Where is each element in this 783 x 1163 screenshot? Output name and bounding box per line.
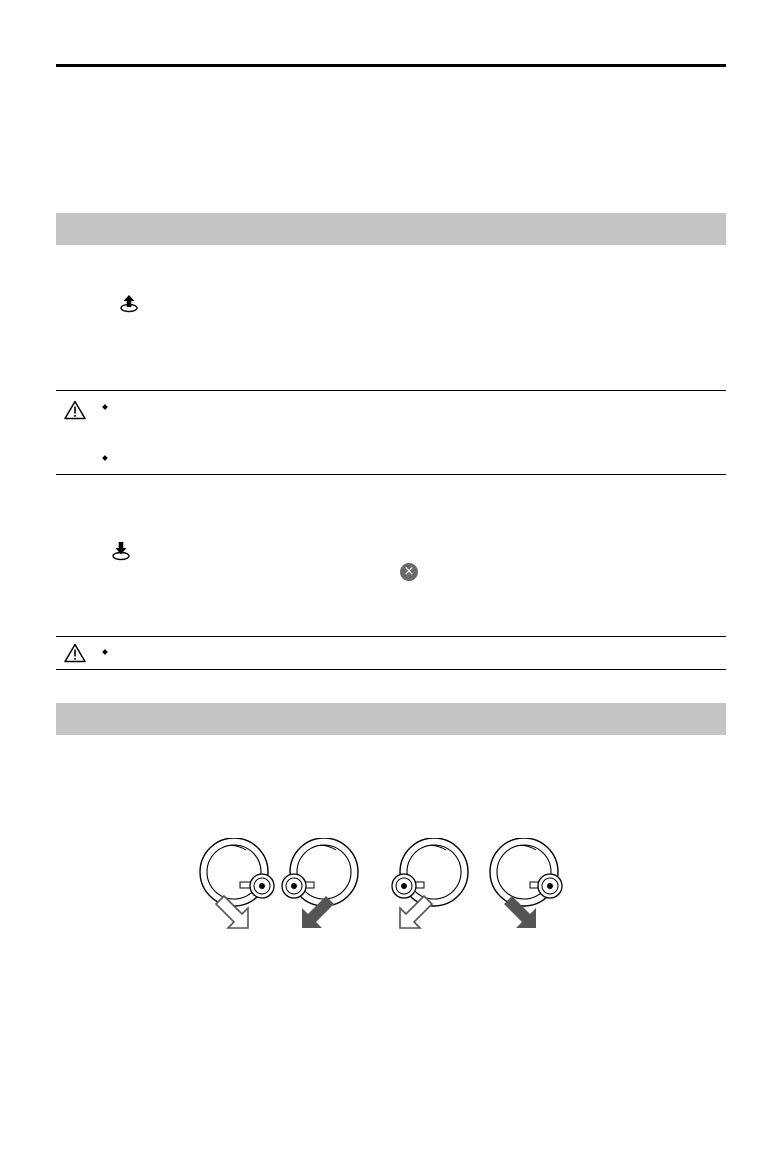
caution-rule-bottom-1: [56, 474, 726, 475]
caution-rule-bottom-2: [56, 669, 726, 670]
caution-rule-top-1: [56, 390, 726, 391]
section-header-2: [56, 703, 726, 735]
auto-landing-icon: [111, 541, 131, 561]
warning-triangle-icon: [64, 400, 86, 420]
bullet-marker: [102, 404, 108, 410]
section-header-1: [56, 213, 726, 245]
cancel-circle-x-icon: ×: [400, 563, 418, 581]
auto-takeoff-icon: [119, 293, 139, 313]
top-rule: [56, 64, 726, 67]
control-stick-combination-icon: [194, 838, 570, 934]
bullet-marker: [102, 649, 108, 655]
caution-rule-top-2: [56, 636, 726, 637]
warning-triangle-icon: [64, 643, 86, 663]
bullet-marker: [102, 455, 108, 461]
